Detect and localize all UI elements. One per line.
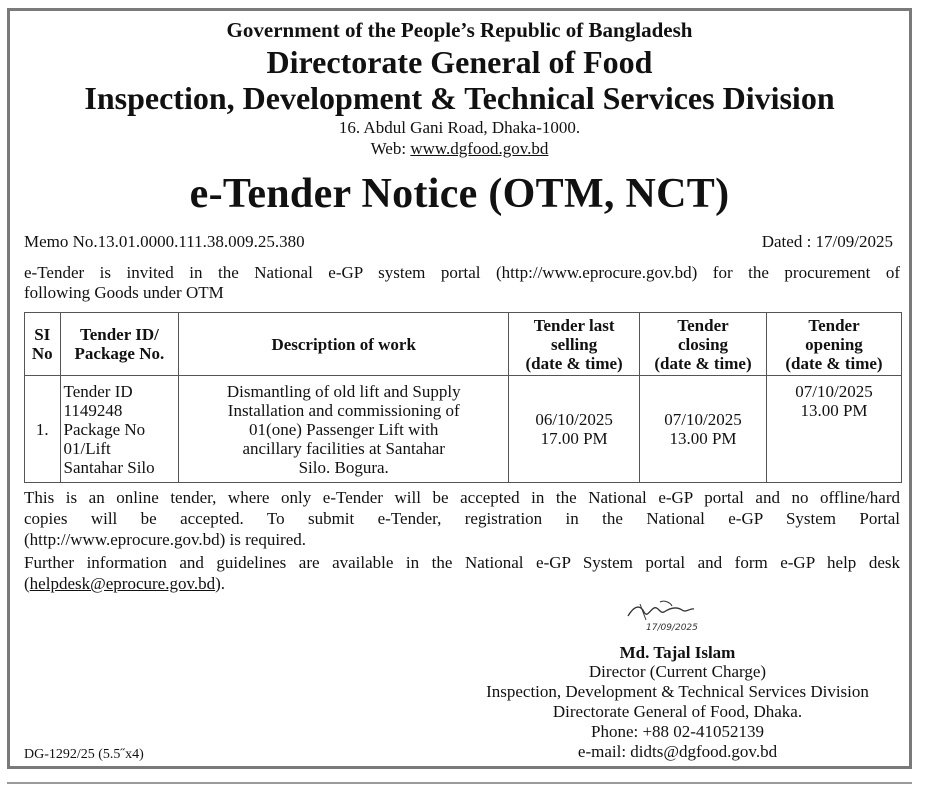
cell-selling: 06/10/2025 17.00 PM — [509, 376, 640, 483]
tender-table — [24, 312, 902, 483]
notice-date: Dated : 17/09/2025 — [761, 232, 893, 251]
header-sl: SI No — [25, 313, 61, 376]
cell-sl: 1. — [25, 376, 61, 483]
memo-number: Memo No.13.01.0000.111.38.009.25.380 — [24, 232, 305, 251]
table-row — [25, 376, 902, 483]
cell-closing: 07/10/2025 13.00 PM — [640, 376, 767, 483]
signatory-email: e-mail: didts@dgfood.gov.bd — [577, 742, 778, 761]
office-address: 16. Abdul Gani Road, Dhaka-1000. — [338, 118, 581, 137]
online-tender-paragraph: This is an online tender, where only e-Tender will be accepted in the National e-GP portal and no offline/hard copies will be accepted. To submit e-Tender, registration in the National e-GP System Portal (http://www.eprocure.gov.bd) is required. — [24, 488, 900, 549]
intro-line-1: e-Tender is invited in the National e-GP system portal (http://www.eprocure.gov.bd) for the procurement of — [24, 263, 900, 282]
further-info-paragraph: Further information and guidelines are available in the National e-GP System portal and form e-GP help desk (helpdesk@eprocure.gov.bd). — [24, 553, 900, 593]
signature-date: 17/09/2025 — [646, 623, 698, 633]
cell-description: Dismantling of old lift and Supply Installation and commissioning of 01(one) Passenger Lift with ancillary facilities at Santahar Silo. Bogura. — [179, 376, 509, 483]
header-closing: Tender closing (date & time) — [640, 313, 767, 376]
header-tender-id: Tender ID/ Package No. — [60, 313, 179, 376]
web-label: Web: — [370, 139, 411, 158]
table-header-row — [25, 313, 902, 376]
signatory-designation: Director (Current Charge) — [588, 662, 767, 681]
cell-tender-id: Tender ID 1149248 Package No 01/Lift Santahar Silo — [60, 376, 179, 483]
directorate-heading: Directorate General of Food — [266, 44, 653, 80]
notice-title: e-Tender Notice (OTM, NCT) — [189, 171, 730, 217]
bottom-divider — [7, 782, 912, 784]
handwritten-signature — [620, 596, 730, 638]
website-link[interactable]: www.dgfood.gov.bd — [410, 139, 549, 158]
header-description: Description of work — [179, 313, 509, 376]
cell-opening: 07/10/2025 13.00 PM — [766, 376, 901, 483]
helpdesk-email-link[interactable]: helpdesk@eprocure.gov.bd — [29, 574, 216, 593]
header-selling: Tender last selling (date & time) — [509, 313, 640, 376]
signatory-division: Inspection, Development & Technical Services Division — [486, 682, 869, 701]
advertisement-code: DG-1292/25 (5.5˝x4) — [24, 747, 144, 762]
signatory-phone: Phone: +88 02-41052139 — [591, 722, 764, 741]
intro-line-2: following Goods under OTM — [24, 283, 224, 302]
signatory-name: Md. Tajal Islam — [619, 643, 736, 662]
division-heading: Inspection, Development & Technical Services Division — [84, 80, 835, 116]
signatory-directorate: Directorate General of Food, Dhaka. — [552, 702, 803, 721]
website-line — [7, 139, 912, 159]
header-opening: Tender opening (date & time) — [766, 313, 901, 376]
government-heading: Government of the People’s Republic of Bangladesh — [226, 18, 693, 42]
